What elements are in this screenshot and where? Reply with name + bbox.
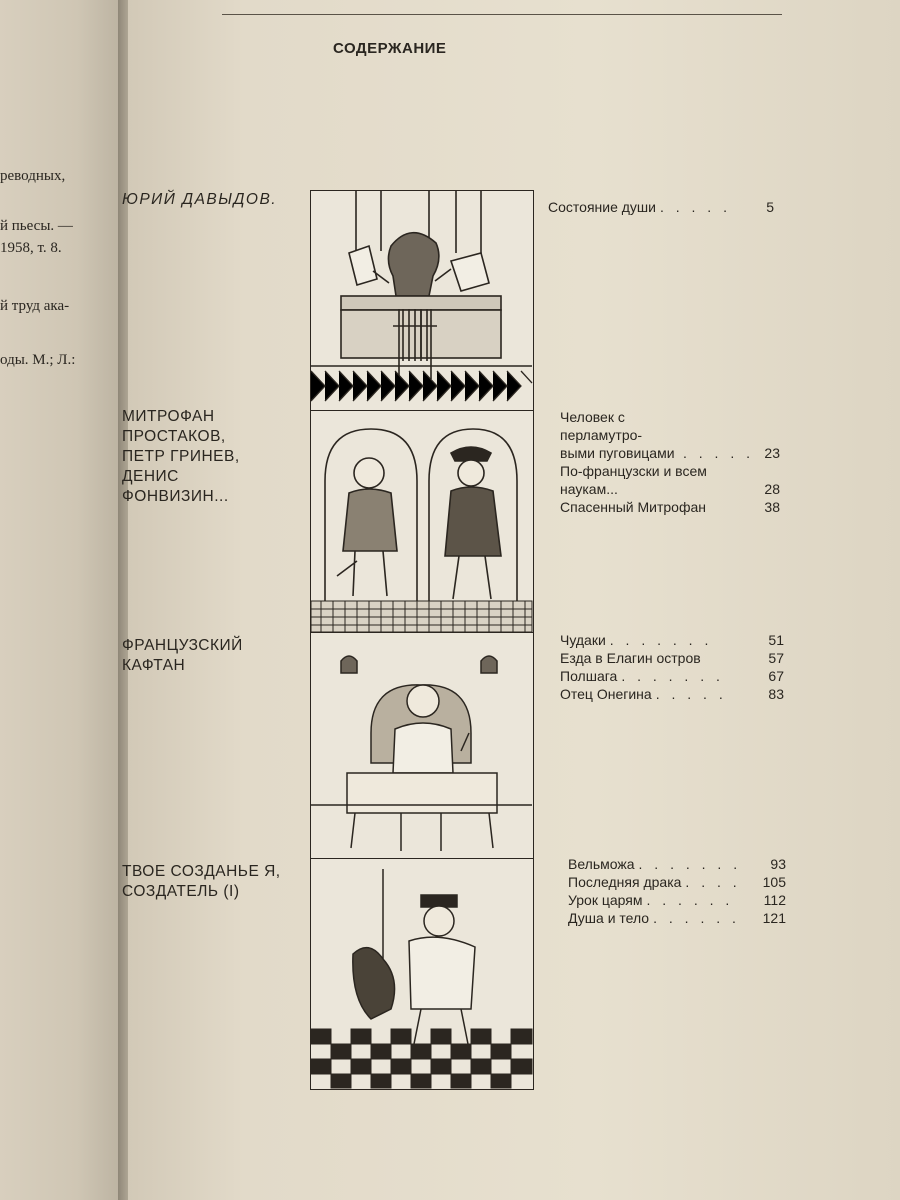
section-title-french-caftan: ФРАНЦУЗСКИЙ КАФТАН — [122, 637, 243, 674]
toc-entry[interactable]: Спасенный Митрофан 38 — [560, 499, 780, 515]
toc-entry[interactable]: Отец Онегина . . . . . 83 — [560, 686, 784, 702]
toc-entry[interactable]: Состояние души . . . . . 5 — [548, 199, 774, 215]
illustration-man-in-armchair — [310, 632, 534, 860]
toc-entry[interactable]: Езда в Елагин остров 57 — [560, 650, 784, 666]
toc-list-section-1 — [548, 198, 774, 216]
section-title-author: ЮРИЙ ДАВЫДОВ. — [122, 191, 278, 208]
toc-entry[interactable]: Вельможа . . . . . . . 93 — [568, 856, 786, 872]
toc-entry[interactable]: Последняя драка . . . . 105 — [568, 874, 786, 890]
left-page-fragment: й пьесы. — — [0, 218, 73, 234]
section-title-mitrofan: МИТРОФАН ПРОСТАКОВ, ПЕТР ГРИНЕВ, ДЕНИС ФОНВИЗИН... — [122, 408, 240, 505]
toc-entry[interactable]: Чудаки . . . . . . . 51 — [560, 632, 784, 648]
toc-entry[interactable]: Полшага . . . . . . . 67 — [560, 668, 784, 684]
toc-list-section-2 — [560, 408, 780, 516]
toc-entry[interactable]: По-французски и всем наукам... 28 — [560, 463, 780, 497]
left-page-fragment: реводных, — [0, 168, 66, 184]
top-rule — [222, 14, 782, 15]
section-title-tvoe-sozdanie: ТВОЕ СОЗДАНЬЕ Я, СОЗДАТЕЛЬ (I) — [122, 863, 281, 900]
toc-entry[interactable]: Урок царям . . . . . . 112 — [568, 892, 786, 908]
illustration-boy-with-toy-horse — [310, 858, 534, 1090]
toc-entry[interactable]: Человек с перламутро- выми пуговицами . . . . . 23 — [560, 409, 780, 461]
left-page-fragment: й труд ака- — [0, 298, 70, 314]
left-page — [0, 0, 128, 1200]
illustration-writer-at-desk — [310, 190, 534, 412]
left-page-fragment: 1958, т. 8. — [0, 240, 62, 256]
left-page-fragment: оды. М.; Л.: — [0, 352, 76, 368]
illustration-two-figures-in-arches — [310, 410, 534, 634]
toc-entry[interactable]: Душа и тело . . . . . . 121 — [568, 910, 786, 926]
toc-list-section-3 — [560, 631, 784, 703]
toc-list-section-4 — [568, 855, 786, 927]
page-title: СОДЕРЖАНИЕ — [333, 40, 447, 57]
